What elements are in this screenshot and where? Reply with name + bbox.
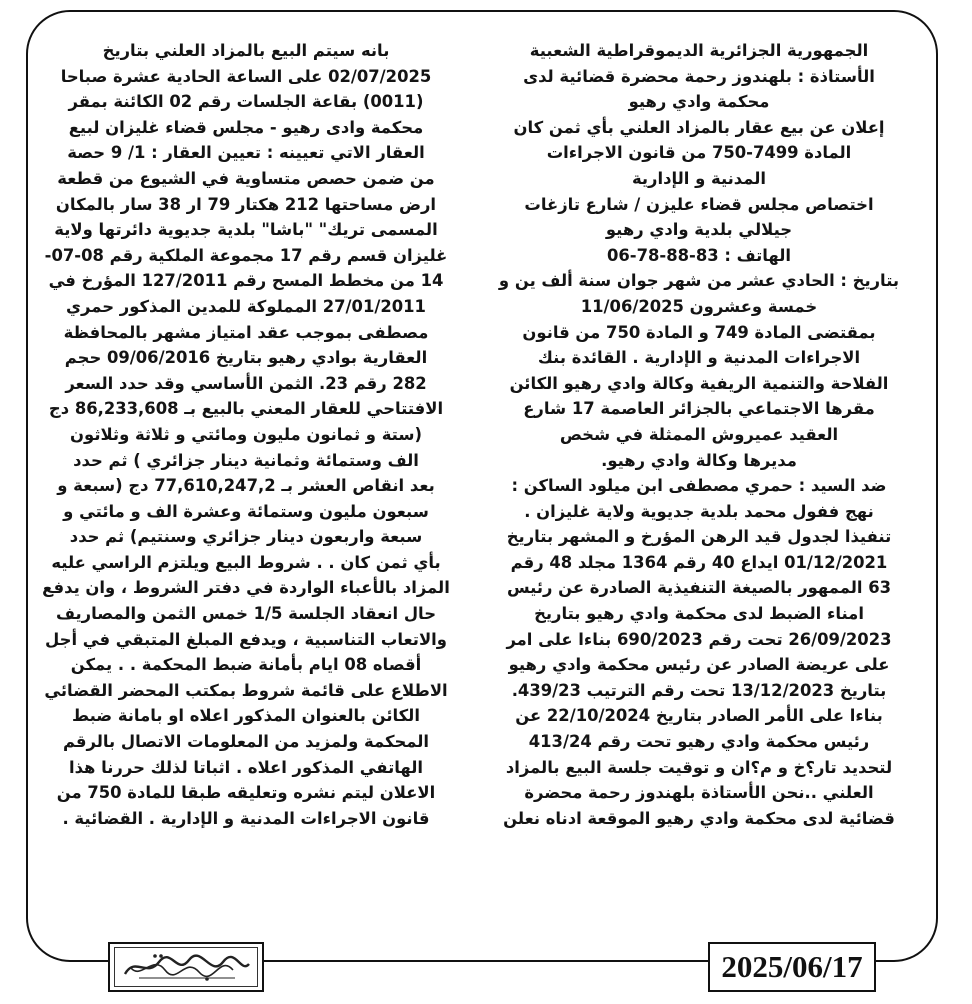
text-line: محكمة وادى رهيو - مجلس قضاء غليزان لبيع xyxy=(68,117,424,137)
text-line: العقار الاتي تعيينه : تعيين العقار : 1/ 9 حصة xyxy=(67,143,425,163)
text-line: بأي ثمن كان . . شروط البيع ويلتزم الراسي عليه xyxy=(51,552,441,572)
text-line: بتاريخ : الحادي عشر من شهر جوان سنة ألف ين و xyxy=(498,271,900,291)
text-line: الافتتاحي للعقار المعني بالبيع بـ 86,233,608 دج xyxy=(48,399,444,419)
text-line: 27/01/2011 المملوكة للمدين المذكور حمري xyxy=(66,296,426,316)
text-line: من ضمن حصص متساوية في الشيوع من قطعة xyxy=(57,168,435,188)
text-line: العقيد عميروش الممثلة في شخص xyxy=(559,424,839,444)
text-line: الجمهورية الجزائرية الديموقراطية الشعبية xyxy=(529,41,869,60)
logo-emblem xyxy=(114,947,258,987)
text-line: قانون الاجراءات المدنية و الإدارية . القضائية . xyxy=(62,808,430,828)
text-line: الفلاحة والتنمية الريفية وكالة وادي رهيو الكائن xyxy=(509,373,889,393)
text-line: 02/07/2025 على الساعة الحادية عشرة صباحا xyxy=(60,66,432,86)
text-line: رئيس محكمة وادي رهيو تحت رقم 413/24 xyxy=(528,732,870,752)
text-line: بناءا على الأمر الصادر بتاريخ 22/10/2024 عن xyxy=(515,706,883,726)
text-line: سبعة واربعون دينار جزائري وسنتيم) ثم حدد xyxy=(69,527,423,547)
text-line: (ستة و ثمانون مليون ومائتي و ثلاثة وثلاثون xyxy=(70,424,422,444)
text-line: على عريضة الصادر عن رئيس محكمة وادي رهيو xyxy=(508,655,890,675)
text-line: الأستاذة : بلهندوز رحمة محضرة قضائية لدى xyxy=(523,66,875,86)
text-line: العقارية بوادي رهيو بتاريخ 09/06/2016 حجم xyxy=(64,348,428,368)
text-line: سبعون مليون وستمائة وعشرة الف و مائتي و xyxy=(63,501,429,521)
announcement-frame xyxy=(26,10,938,962)
text-line: مصطفى بموجب عقد امتياز مشهر بالمحافظة xyxy=(63,322,429,342)
text-line: 63 الممهور بالصيغة التنفيذية الصادرة عن رئيس xyxy=(506,578,892,598)
text-line: والاتعاب التناسبية ، ويدفع المبلغ المتبقي في أجل xyxy=(45,629,447,649)
text-line: العلني ..نحن الأستاذة بلهندوز رحمة محضرة xyxy=(524,783,874,803)
text-line: الف وستمائة وثمانية دينار جزائري ) ثم حدد xyxy=(73,450,419,470)
text-line: ضد السيد : حمري مصطفى ابن ميلود الساكن : xyxy=(511,476,887,496)
text-line: الكائن بالعنوان المذكور اعلاه او بامانة ضبط xyxy=(72,706,420,726)
text-line: 282 رقم 23. الثمن الأساسي وقد حدد السعر xyxy=(65,373,427,393)
text-line: بتاريخ 13/12/2023 تحت رقم الترتيب 439/23. xyxy=(511,680,887,700)
text-line: المحكمة ولمزيد من المعلومات الاتصال بالرقم xyxy=(62,732,430,752)
text-line: حال انعقاد الجلسة 1/5 خمس الثمن والمصاريف xyxy=(55,604,437,624)
text-line: أقصاه 08 ايام بأمانة ضبط المحكمة . . يمكن xyxy=(70,655,422,675)
text-line: إعلان عن بيع عقار بالمزاد العلني بأي ثمن كان xyxy=(513,117,885,137)
text-line: اختصاص مجلس قضاء عليزن / شارع تازغات xyxy=(524,194,874,214)
text-line: بمقتضى المادة 749 و المادة 750 من قانون xyxy=(522,322,876,342)
text-line: الهاتفي المذكور اعلاه . اثباتا لذلك حررنا هذا xyxy=(68,757,424,777)
text-line: نهج ففول محمد بلدية جديوية ولاية غليزان . xyxy=(524,501,874,521)
right-text-column xyxy=(484,38,914,831)
text-line: 01/12/2021 ايداع 40 رقم 1364 مجلد 48 رقم xyxy=(510,552,888,572)
text-line: محكمة وادي رهيو xyxy=(628,92,770,112)
newspaper-logo xyxy=(108,942,264,992)
text-line: المادة 7499-750 من قانون الاجراءات xyxy=(546,143,852,163)
text-line: 14 من مخطط المسح رقم 127/2011 المؤرخ في xyxy=(48,271,444,291)
text-line: امناء الضبط لدى محكمة وادي رهيو بتاريخ xyxy=(534,604,864,624)
text-line: تنفيذا لجدول قيد الرهن المؤرخ و المشهر بتاريخ xyxy=(506,527,892,547)
text-line: المزاد بالأعباء الواردة في دفتر الشروط ، وان يدفع xyxy=(42,578,450,598)
text-line: (0011) بقاعة الجلسات رقم 02 الكائنة بمقر xyxy=(68,92,424,112)
publication-date: 2025/06/17 xyxy=(708,942,876,992)
text-line: المسمى تريك" "باشا" بلدية جديوية دائرتها ولاية xyxy=(54,220,438,240)
text-line: مديرها وكالة وادي رهيو. xyxy=(601,450,797,470)
text-line: الهاتف : 83-88-78-06 xyxy=(606,245,792,265)
text-line: الاطلاع على قائمة شروط بمكتب المحضر القضائي xyxy=(44,680,448,700)
text-line: مقرها الاجتماعي بالجزائر العاصمة 17 شارع xyxy=(523,399,875,419)
text-line: قضائية لدى محكمة وادي رهيو الموقعة ادناه نعلن xyxy=(503,808,895,828)
text-line: ارض مساحتها 212 هكتار 79 ار 38 سار بالمكان xyxy=(55,194,437,214)
text-line: بانه سيتم البيع بالمزاد العلني بتاريخ xyxy=(102,41,390,60)
text-line: خمسة وعشرون 11/06/2025 xyxy=(580,296,818,316)
text-line: جيلالي بلدية وادي رهيو xyxy=(605,220,793,240)
text-line: 26/09/2023 تحت رقم 690/2023 بناءا على امر xyxy=(506,629,892,649)
text-line: غليزان قسم رقم 17 مجموعة الملكية رقم 08-07- xyxy=(44,245,448,265)
text-line: بعد انقاص العشر بـ 77,610,247,2 دج (سبعة و xyxy=(57,476,435,496)
text-line: الاعلان ليتم نشره وتعليقه طبقا للمادة 750 من xyxy=(56,783,436,803)
text-line: المدنية و الإدارية xyxy=(631,168,767,188)
left-text-column xyxy=(33,38,459,831)
text-line: لتحديد تار؟خ و م؟ان و توقيت جلسة البيع بالمزاد xyxy=(505,757,893,777)
text-line: الاجراءات المدنية و الإدارية . القائدة بنك xyxy=(537,348,861,368)
